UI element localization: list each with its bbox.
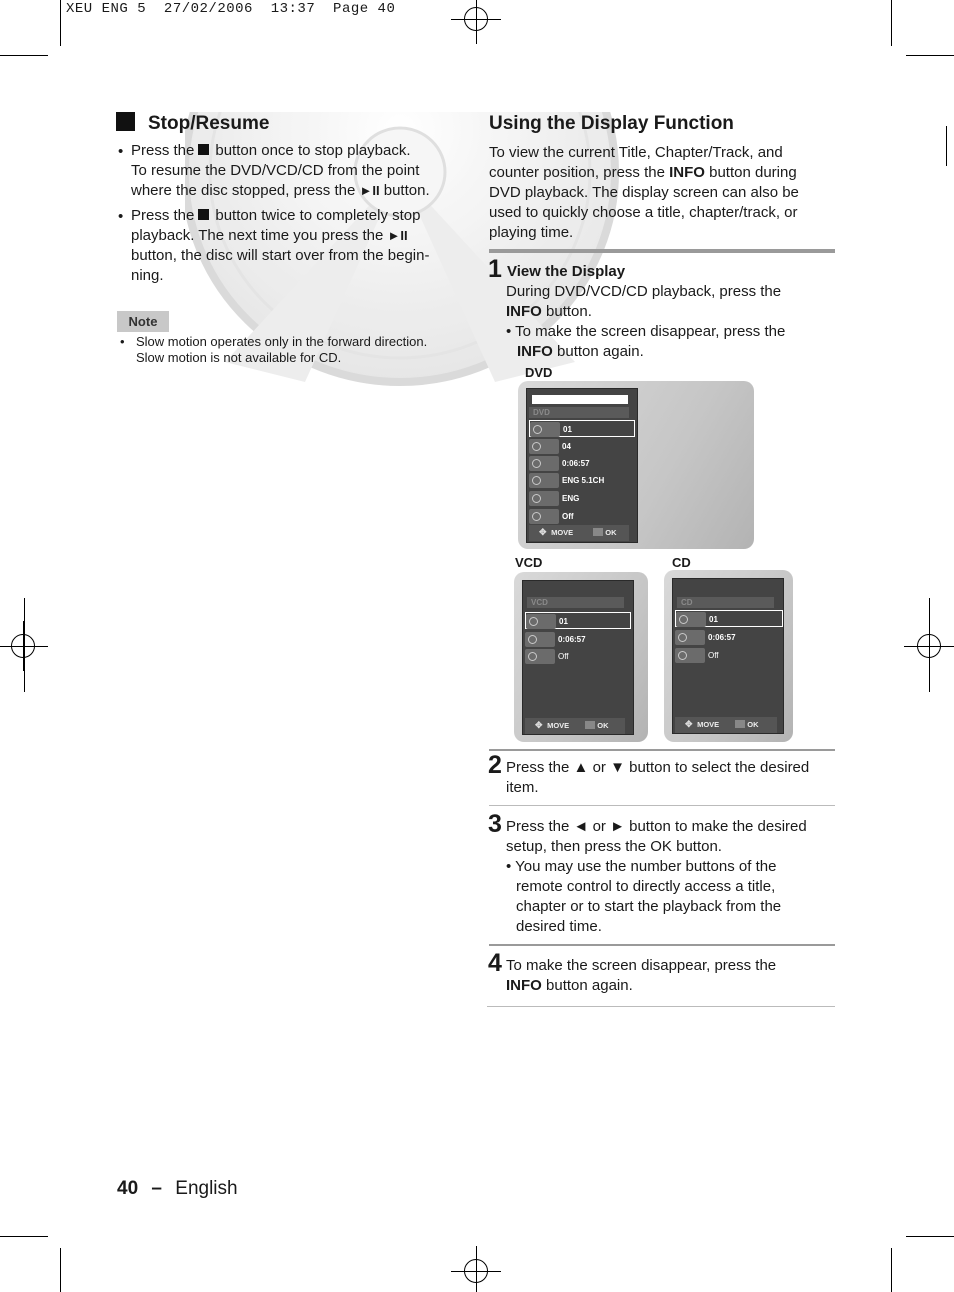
step-number: 3 — [488, 810, 502, 838]
stop-icon — [198, 209, 209, 220]
registration-mark — [451, 1246, 501, 1292]
text: Slow motion is not available for CD. — [136, 350, 342, 365]
crop-mark — [60, 1248, 61, 1292]
osd-header: CD — [677, 597, 774, 608]
right-arrow-icon: ► — [610, 818, 625, 835]
text: Press the — [506, 818, 570, 835]
osd-row-title[interactable] — [529, 420, 635, 437]
audio-icon — [529, 473, 559, 488]
ok-label: OK — [747, 720, 759, 729]
osd-header: DVD — [529, 407, 629, 418]
text: button. — [383, 182, 430, 199]
crop-mark — [891, 1248, 892, 1292]
text: playing time. — [489, 224, 574, 241]
crop-mark — [0, 55, 48, 56]
section-rule — [489, 249, 835, 253]
subtitle-icon — [529, 491, 559, 506]
step2-text — [506, 758, 836, 798]
osd-row-sound[interactable] — [529, 508, 635, 525]
text: setup, then press the OK button. — [506, 838, 722, 855]
step3-text — [506, 817, 836, 937]
step-title: View the Display — [507, 263, 626, 280]
osd-row-sound[interactable] — [525, 648, 631, 665]
text: button, the disc will start over from the begin- — [131, 247, 430, 264]
osd-value: 0:06:57 — [708, 633, 736, 642]
text: Press the — [131, 207, 195, 224]
dvd-label: DVD — [525, 365, 553, 380]
osd-value: 04 — [562, 442, 571, 451]
step-number: 1 — [488, 255, 502, 283]
title-icon — [530, 422, 560, 437]
text: where the disc stopped, press the — [131, 182, 356, 199]
crop-mark — [24, 598, 25, 692]
osd-row-time[interactable] — [529, 455, 635, 472]
osd-value: 01 — [709, 615, 718, 624]
step-divider — [489, 805, 835, 806]
info-key: INFO — [517, 343, 553, 360]
vcd-osd — [522, 580, 634, 735]
osd-row-chapter[interactable] — [529, 438, 635, 455]
osd-row-time[interactable] — [525, 631, 631, 648]
track-icon — [526, 614, 556, 629]
crop-mark — [906, 1236, 954, 1237]
ok-label: OK — [605, 528, 617, 537]
move-label: MOVE — [547, 721, 570, 730]
text: remote control to directly access a title, — [516, 878, 776, 895]
cd-osd — [672, 578, 784, 734]
step-divider — [487, 1006, 835, 1007]
text: button twice to completely stop — [215, 207, 421, 224]
text: button again. — [546, 977, 633, 994]
stop-bullet-2 — [131, 206, 461, 286]
stop-resume-heading: Stop/Resume — [148, 113, 270, 134]
ok-label: OK — [597, 721, 609, 730]
crop-mark — [906, 55, 954, 56]
text: chapter or to start the playback from the — [516, 898, 782, 915]
osd-footer — [525, 718, 625, 734]
stop-bullet-1 — [131, 141, 461, 201]
osd-value: Off — [558, 652, 569, 661]
enter-key-icon — [593, 528, 603, 536]
print-header: XEU ENG 5 27/02/2006 13:37 Page 40 — [66, 1, 396, 17]
display-function-heading: Using the Display Function — [489, 113, 734, 134]
left-arrow-icon: ◄ — [573, 818, 589, 835]
osd-value: 01 — [563, 425, 572, 434]
note-badge: Note — [117, 311, 169, 332]
info-key: INFO — [669, 164, 705, 181]
osd-value: 01 — [559, 617, 568, 626]
enter-key-icon — [585, 721, 595, 729]
text: DVD playback. The display screen can also be — [489, 184, 799, 201]
osd-row-time[interactable] — [675, 629, 781, 646]
note-text — [136, 334, 466, 366]
text: button during — [709, 164, 797, 181]
move-arrows-icon: ✥ — [535, 720, 543, 730]
text: During DVD/VCD/CD playback, press the — [506, 283, 782, 300]
osd-value: 0:06:57 — [562, 459, 590, 468]
osd-value: ENG — [562, 494, 580, 503]
text: • To make the screen disappear, press the — [506, 323, 786, 340]
step-divider — [489, 944, 835, 946]
text: or — [592, 818, 606, 835]
crop-mark — [60, 0, 61, 46]
sound-icon — [525, 649, 555, 664]
time-icon — [525, 632, 555, 647]
text: To view the current Title, Chapter/Track, and — [489, 144, 783, 161]
crop-mark — [891, 0, 892, 46]
sound-icon — [529, 509, 559, 524]
text: button again. — [557, 343, 644, 360]
note-bullet: • — [120, 334, 125, 349]
bullet-mark: • — [118, 143, 124, 160]
move-label: MOVE — [697, 720, 720, 729]
osd-value: ENG 5.1CH — [562, 476, 605, 485]
text: Slow motion operates only in the forward direction. — [136, 334, 428, 349]
move-arrows-icon: ✥ — [685, 719, 693, 729]
step1-text — [506, 282, 836, 362]
text: To resume the DVD/VCD/CD from the point — [131, 162, 420, 179]
play-pause-icon: ►II — [359, 183, 380, 198]
osd-row-sound[interactable] — [675, 647, 781, 664]
cd-label: CD — [672, 555, 691, 570]
enter-key-icon — [735, 720, 745, 728]
text: button. — [546, 303, 592, 320]
up-arrow-icon: ▲ — [573, 759, 589, 776]
osd-value: Off — [562, 512, 574, 521]
step4-text — [506, 956, 836, 996]
chapter-icon — [529, 439, 559, 454]
osd-header: VCD — [527, 597, 624, 608]
down-arrow-icon: ▼ — [610, 759, 625, 776]
language-label: English — [175, 1178, 238, 1199]
step-number: 2 — [488, 751, 502, 779]
osd-footer — [675, 717, 777, 733]
play-pause-icon: ►II — [387, 228, 408, 243]
osd-value: 0:06:57 — [558, 635, 586, 644]
text: Press the — [131, 142, 195, 159]
crop-mark — [0, 1236, 48, 1237]
text: Press the — [506, 759, 570, 776]
dvd-osd — [526, 388, 638, 543]
osd-title-bar — [532, 395, 628, 404]
text: To make the screen disappear, press the — [506, 957, 777, 974]
crop-mark — [929, 598, 930, 692]
move-arrows-icon: ✥ — [539, 527, 547, 537]
text: item. — [506, 779, 539, 796]
time-icon — [529, 456, 559, 471]
page-footer — [117, 1178, 238, 1200]
bullet-mark: • — [118, 208, 124, 225]
text: used to quickly choose a title, chapter/track, or — [489, 204, 798, 221]
move-label: MOVE — [551, 528, 574, 537]
display-intro — [489, 143, 829, 243]
page-number: 40 — [117, 1178, 139, 1199]
text: or — [592, 759, 606, 776]
section-square-icon — [116, 112, 135, 131]
text: • You may use the number buttons of the — [506, 858, 777, 875]
osd-row-subtitle[interactable] — [529, 490, 635, 507]
osd-row-track[interactable] — [525, 612, 631, 629]
text: ning. — [131, 267, 164, 284]
text: counter position, press the — [489, 164, 665, 181]
text: button once to stop playback. — [215, 142, 411, 159]
stop-icon — [198, 144, 209, 155]
osd-row-audio[interactable] — [529, 472, 635, 489]
text: playback. The next time you press the — [131, 227, 384, 244]
registration-mark — [451, 0, 501, 44]
osd-footer — [529, 525, 629, 541]
footer-dash: – — [151, 1178, 162, 1199]
time-icon — [675, 630, 705, 645]
vcd-label: VCD — [515, 555, 543, 570]
track-icon — [676, 612, 706, 627]
step-number: 4 — [488, 949, 502, 977]
osd-value: Off — [708, 651, 719, 660]
osd-row-track[interactable] — [675, 610, 783, 627]
info-key: INFO — [506, 977, 542, 994]
info-key: INFO — [506, 303, 542, 320]
sound-icon — [675, 648, 705, 663]
text: button to make the desired — [629, 818, 807, 835]
text: desired time. — [516, 918, 602, 935]
crop-mark — [946, 126, 947, 166]
text: button to select the desired — [629, 759, 810, 776]
step-divider — [489, 749, 835, 751]
